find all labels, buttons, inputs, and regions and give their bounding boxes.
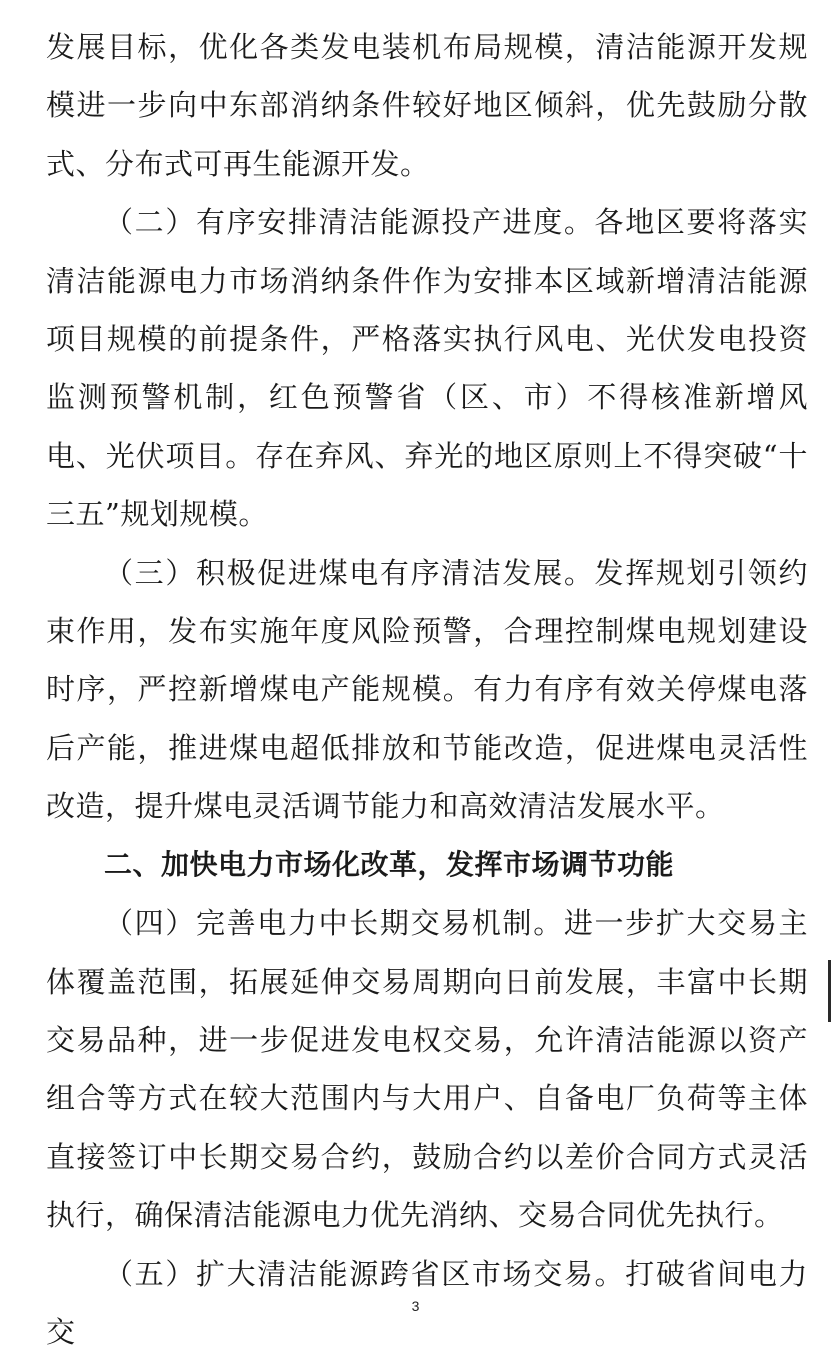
paragraph-section-2: （二）有序安排清洁能源投产进度。各地区要将落实清洁能源电力市场消纳条件作为安排本区域新增清洁能源项目规模的前提条件，严格落实执行风电、光伏发电投资监测预警机制，红色预警省（区、市）不得核准新增风电、光伏项目。存在弃风、弃光的地区原则上不得突破“十三五”规划规模。 — [46, 205, 808, 532]
page-number: 3 — [411, 1298, 420, 1314]
paragraph-section-4: （四）完善电力中长期交易机制。进一步扩大交易主体覆盖范围，拓展延伸交易周期向日前发展，丰富中长期交易品种，进一步促进发电权交易，允许清洁能源以资产组合等方式在较大范围内与大用户、自备电厂负荷等主体直接签订中长期交易合约，鼓励合约以差价合同方式灵活执行，确保清洁能源电力优先消纳、交易合同优先执行。 — [46, 906, 808, 1233]
document-body — [46, 18, 808, 1361]
paragraph-section-5: （五）扩大清洁能源跨省区市场交易。打破省间电力交 — [46, 1256, 808, 1349]
paragraph-section-3: （三）积极促进煤电有序清洁发展。发挥规划引领约束作用，发布实施年度风险预警，合理控制煤电规划建设时序，严控新增煤电产能规模。有力有序有效关停煤电落后产能，推进煤电超低排放和节能改造，促进煤电灵活性改造，提升煤电灵活调节能力和高效清洁发展水平。 — [46, 555, 808, 824]
section-heading: 二、加快电力市场化改革，发挥市场调节功能 — [104, 847, 675, 881]
paragraph-continuation: 发展目标，优化各类发电装机布局规模，清洁能源开发规模进一步向中东部消纳条件较好地区倾斜，优先鼓励分散式、分布式可再生能源开发。 — [46, 30, 808, 181]
